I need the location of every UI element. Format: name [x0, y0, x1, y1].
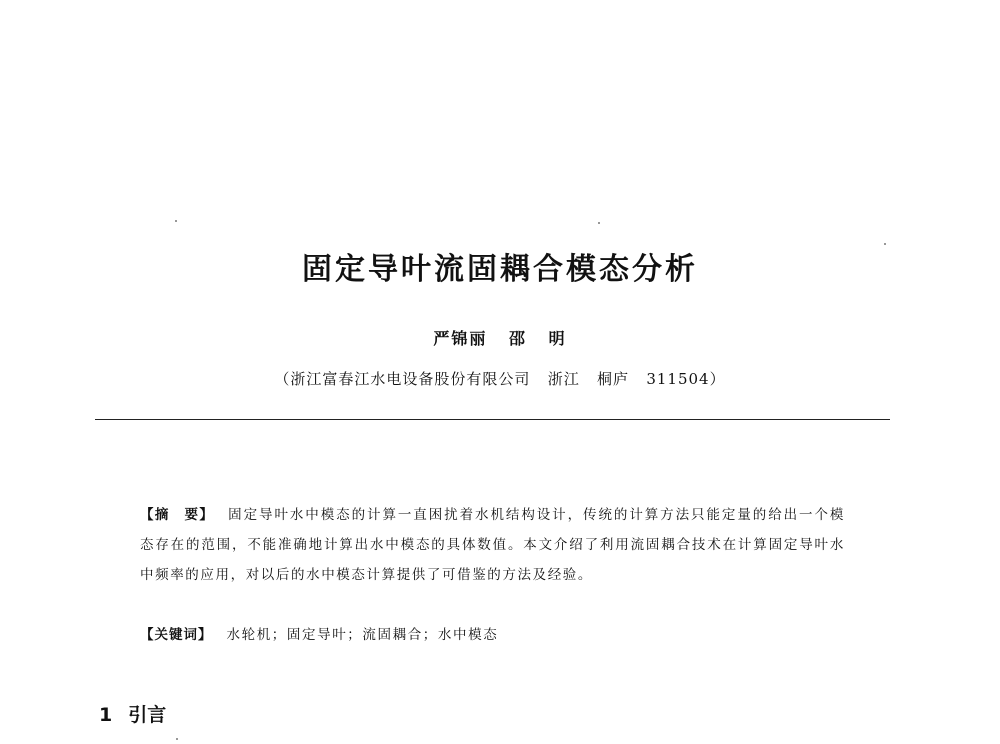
paper-authors: 严锦丽 邵 明 [433, 329, 567, 348]
keywords-label: 【关键词】 [140, 627, 213, 643]
abstract-block [140, 500, 845, 590]
section-heading [99, 700, 166, 727]
scan-speck [176, 738, 178, 740]
scan-speck [175, 220, 177, 222]
scan-speck [598, 222, 600, 224]
section-number: 1 [99, 704, 113, 726]
paper-affiliation: （浙江富春江水电设备股份有限公司 浙江 桐庐 311504） [274, 370, 726, 388]
paper-title: 固定导叶流固耦合模态分析 [302, 252, 698, 287]
keywords-text: 水轮机；固定导叶；流固耦合；水中模态 [226, 627, 499, 643]
header-divider [95, 419, 890, 420]
section-title: 引言 [128, 704, 167, 726]
keywords-block [140, 620, 845, 650]
abstract-label: 【摘 要】 [140, 507, 215, 523]
abstract-text: 固定导叶水中模态的计算一直困扰着水机结构设计，传统的计算方法只能定量的给出一个模态存在的范围，不能准确地计算出水中模态的具体数值。本文介绍了利用流固耦合技术在计算固定导叶水中频率的应用，对以后的水中模态计算提供了可借鉴的方法及经验。 [140, 507, 846, 583]
